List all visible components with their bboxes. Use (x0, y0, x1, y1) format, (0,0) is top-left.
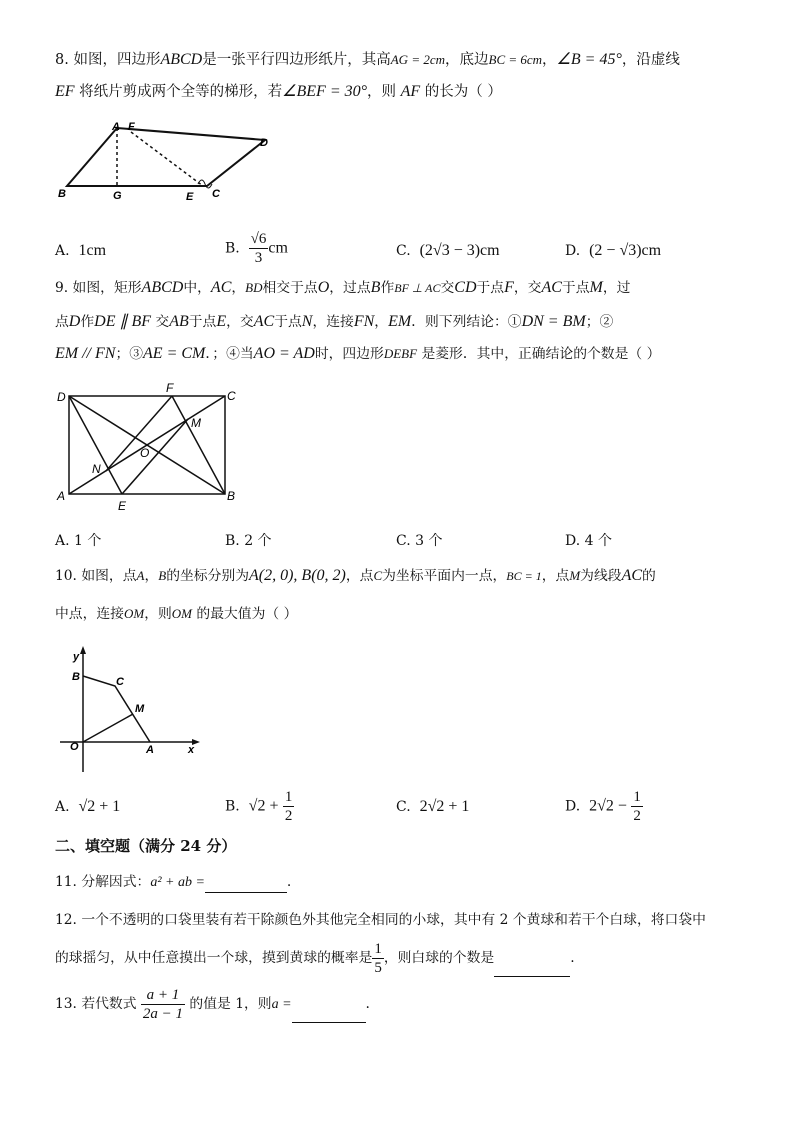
q10-label-O: O (70, 741, 79, 753)
q10-label-B: B (72, 671, 80, 683)
q8-option-A: A. 1cm (55, 242, 107, 259)
q9-label-C: C (227, 389, 236, 403)
q8-label-F: F (128, 121, 135, 133)
q9-line-3: EM // FN；③AE = CM．；④当AO = AD时，四边形DEBF 是菱形．其中，正确结论的个数是（ ） (55, 345, 661, 362)
q10-option-A: A. √2 + 1 (55, 798, 121, 815)
q9-label-B: B (227, 489, 236, 503)
q8-label-C: C (212, 188, 220, 200)
q9-option-B: B. 2 个 (225, 533, 272, 549)
q8-label-A: A (112, 121, 120, 133)
q13-answer-blank[interactable] (292, 1008, 366, 1023)
q10-option-B: B. √2 + $\frac{1}{2}$ (225, 789, 293, 824)
q10-label-A: A (146, 744, 154, 756)
q10-label-y: y (73, 651, 80, 663)
q8-option-D: D. (2 − √3)cm (565, 242, 662, 259)
q10-label-x: x (188, 744, 195, 756)
q10-label-C: C (116, 676, 124, 688)
q8-option-C: C. (2√3 − 3)cm (396, 242, 500, 259)
q8-line-2: EF 将纸片剪成两个全等的梯形，若∠BEF = 30°，则 AF 的长为（ ） (55, 83, 502, 100)
q9-line-1: 9. 如图，矩形ABCD中，AC，BD相交于点O，过点B作BF ⊥ AC交CD于点F，交AC于点M，过 (55, 279, 631, 296)
q12-line-1: 12. 一个不透明的口袋里装有若干除颜色外其他完全相同的小球，其中有 2 个黄球和若干个白球，将口袋中 (55, 912, 706, 928)
q10-line-1: 10. 如图，点A，B的坐标分别为A(2, 0), B(0, 2)，点C为坐标平面内一点，BC = 1，点M为线段AC的 (55, 567, 656, 584)
q10-line-2: 中点，连接OM，则OM 的最大值为（ ） (55, 606, 298, 622)
q9-label-M: M (191, 416, 201, 430)
q9-rectangle-figure (55, 380, 255, 515)
q10-option-D: D. 2√2 − $\frac{1}{2}$ (565, 789, 641, 824)
q8-parallelogram-figure (55, 118, 285, 208)
q8-label-B: B (58, 188, 66, 200)
q12-line-2: 的球摇匀，从中任意摸出一个球，摸到黄球的概率是 $\frac{1}{5}$ ，则白球的个数是 . (55, 941, 575, 976)
q9-label-D: D (57, 390, 66, 404)
q9-label-E: E (118, 499, 127, 513)
q8-label-D: D (260, 137, 268, 149)
q13-line: 13. 若代数式 $\frac{a + 1}{2a - 1}$ 的值是 1，则a = . (55, 987, 370, 1022)
q8-option-B: B. $\frac{√6}{3}$ cm (225, 231, 288, 266)
q8-label-G: G (113, 190, 122, 202)
q9-label-A: A (57, 489, 66, 503)
q8-label-E: E (186, 191, 194, 203)
q9-line-2: 点D作DE ∥ BF 交AB于点E，交AC于点N，连接FN，EM．则下列结论：①DN = BM；② (55, 313, 614, 330)
q9-option-D: D. 4 个 (565, 533, 612, 549)
q9-label-O: O (140, 446, 150, 460)
q9-option-C: C. 3 个 (396, 533, 443, 549)
q11-answer-blank[interactable] (205, 878, 287, 893)
q11-line: 11. 分解因式：a² + ab = . (55, 872, 291, 893)
q10-coordinate-figure (55, 640, 215, 775)
q10-label-M: M (135, 703, 145, 715)
q9-option-A: A. 1 个 (55, 533, 102, 549)
section-2-title: 二、填空题（满分 24 分） (55, 837, 237, 855)
q12-answer-blank[interactable] (494, 962, 570, 977)
q9-label-N: N (92, 462, 101, 476)
q8-line-1: 8. 如图，四边形ABCD是一张平行四边形纸片，其高AG = 2cm，底边BC = 6cm，∠B = 45°，沿虚线 (55, 51, 680, 68)
q10-option-C: C. 2√2 + 1 (396, 798, 470, 815)
q9-label-F: F (166, 381, 174, 395)
